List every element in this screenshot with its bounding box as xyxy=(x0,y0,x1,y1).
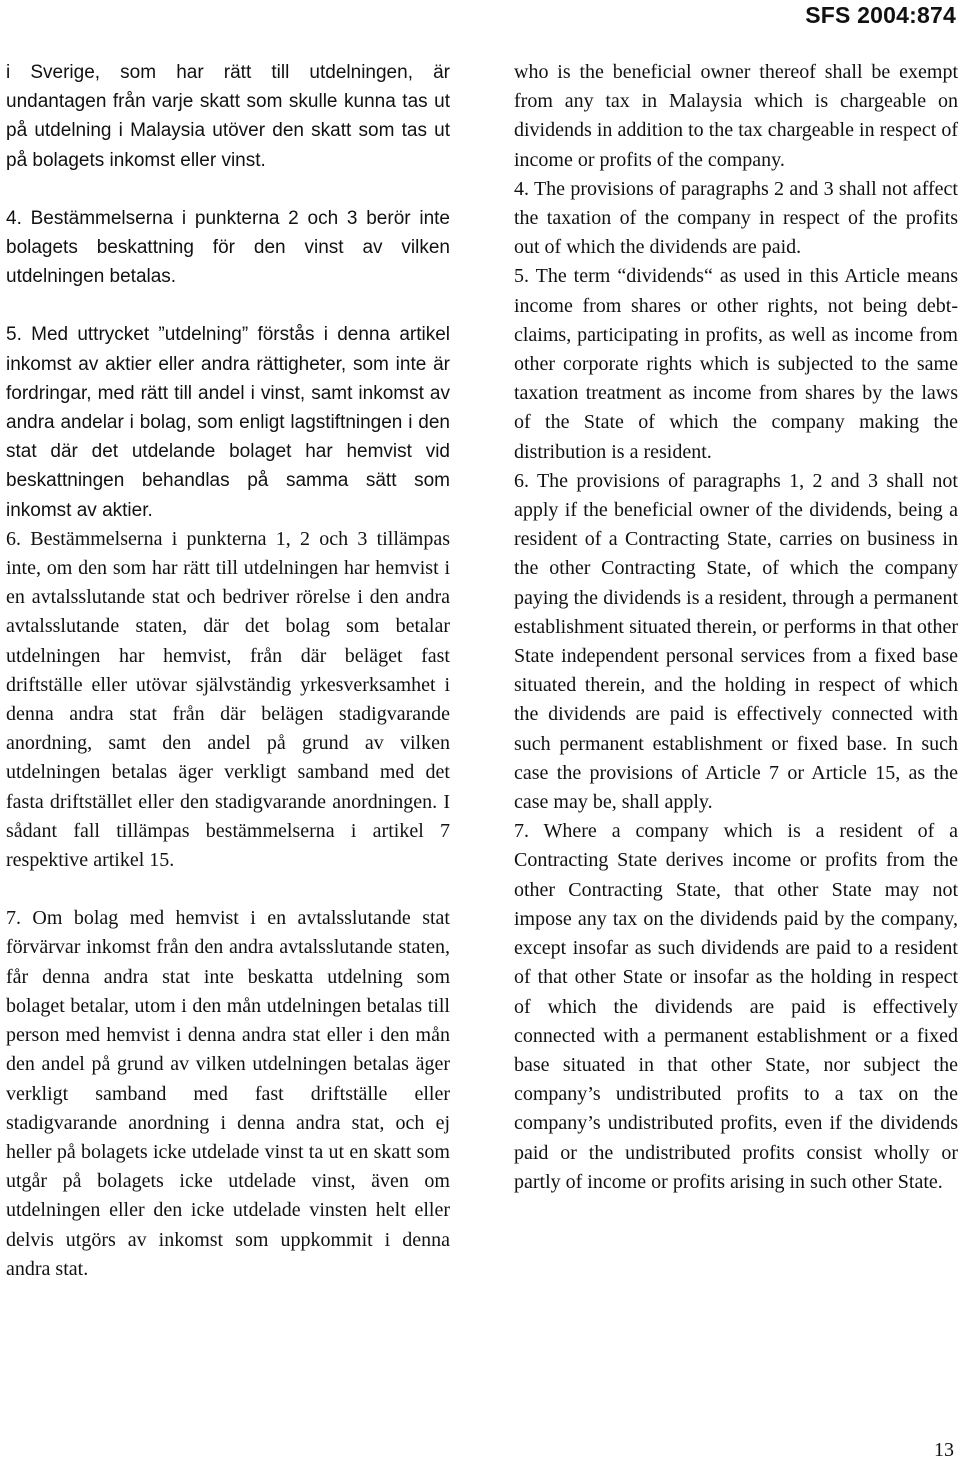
swedish-paragraph-6: 6. Bestämmelserna i punkterna 1, 2 och 3 tillämpas inte, om den som har rätt till utdelningen har hemvist i en avtalsslutande stat och bedriver rörelse i den andra avtalsslutande staten, där det bolag som betalar utdelningen har hemvist, från där beläget fast driftställe eller utövar självständig yrkesverksamhet i denna andra stat från där belägen stadigvarande anordning, samt den andel på grund av vilken utdelningen betalas äger verkligt samband med det fasta driftstället eller den stadigvarande anordningen. I sådant fall tillämpas bestämmelserna i artikel 7 respektive artikel 15. xyxy=(6,527,450,872)
english-paragraph-4: 4. The provisions of paragraphs 2 and 3 shall not affect the taxation of the company in respect of the profits out of which the dividends are paid. xyxy=(514,177,958,259)
english-paragraph-continuation: who is the beneficial owner thereof shall be exempt from any tax in Malaysia which is chargeable on dividends in addition to the tax chargeable in respect of income or profits of the company. xyxy=(514,61,958,171)
page-number: 13 xyxy=(934,1439,954,1461)
swedish-paragraph-5: 5. Med uttrycket ”utdelning” förstås i denna artikel inkomst av aktier eller andra rättigheter, som inte är fordringar, med rätt till andel i vinst, samt inkomst av andra andelar i bolag, som enligt lagstiftningen i den stat där det utdelande bolaget har hemvist vid beskattningen behandlas på samma sätt som inkomst av aktier. xyxy=(6,324,450,521)
document-code-header: SFS 2004:874 xyxy=(805,2,956,28)
swedish-paragraph-4: 4. Bestämmelserna i punkterna 2 och 3 berör inte bolagets beskattning för den vinst av vilken utdelningen betalas. xyxy=(6,207,450,288)
english-paragraph-5: 5. The term “dividends“ as used in this Article means income from shares or other rights, not being debt-claims, participating in profits, as well as income from other corporate rights which is subjected to the same taxation treatment as income from shares by the laws of the State of which the company making the distribution is a resident. xyxy=(514,265,958,463)
swedish-paragraph-continuation: i Sverige, som har rätt till utdelningen, är undantagen från varje skatt som skulle kunna tas ut på utdelning i Malaysia utöver den skatt som tas ut på bolagets inkomst eller vinst. xyxy=(6,62,450,171)
swedish-paragraph-7: 7. Om bolag med hemvist i en avtalsslutande stat förvärvar inkomst från den andra avtalsslutande staten, får denna andra stat inte beskatta utdelning som bolaget betalar, utom i den mån utdelningen betalas till person med hemvist i denna andra stat eller i den mån den andel på grund av vilken utdelningen betalas äger verkligt samband med fast driftställe eller stadigvarande anordning i denna andra stat, och ej heller på bolagets icke utdelade vinst ta ut en skatt som utgår på bolagets icke utdelade vinst, även om utdelningen eller den icke utdelade vinsten helt eller delvis utgörs av inkomst som uppkommit i denna andra stat. xyxy=(6,907,450,1280)
english-text-column xyxy=(514,58,958,1197)
english-paragraph-6: 6. The provisions of paragraphs 1, 2 and 3 shall not apply if the beneficial owner of the dividends, being a resident of a Contracting State, carries on business in the other Contracting State, of which the company paying the dividends is a resident, through a permanent establishment situated therein, or performs in that other State independent personal services from a fixed base situated therein, and the holding in respect of which the dividends are paid is effectively connected with such permanent establishment or fixed base. In such case the provisions of Article 7 or Article 15, as the case may be, shall apply. xyxy=(514,469,958,814)
english-paragraph-7: 7. Where a company which is a resident of a Contracting State derives income or profits from the other Contracting State, that other State may not impose any tax on the dividends paid by the company, except insofar as such dividends are paid to a resident of that other State or insofar as the holding in respect of which the dividends are paid is effectively connected with a permanent establishment or a fixed base situated in that other State, nor subject the company’s undistributed profits to a tax on the company’s undistributed profits, even if the dividends paid or the undistributed profits consist wholly or partly of income or profits arising in such other State. xyxy=(514,820,958,1193)
swedish-text-column xyxy=(6,58,450,1284)
